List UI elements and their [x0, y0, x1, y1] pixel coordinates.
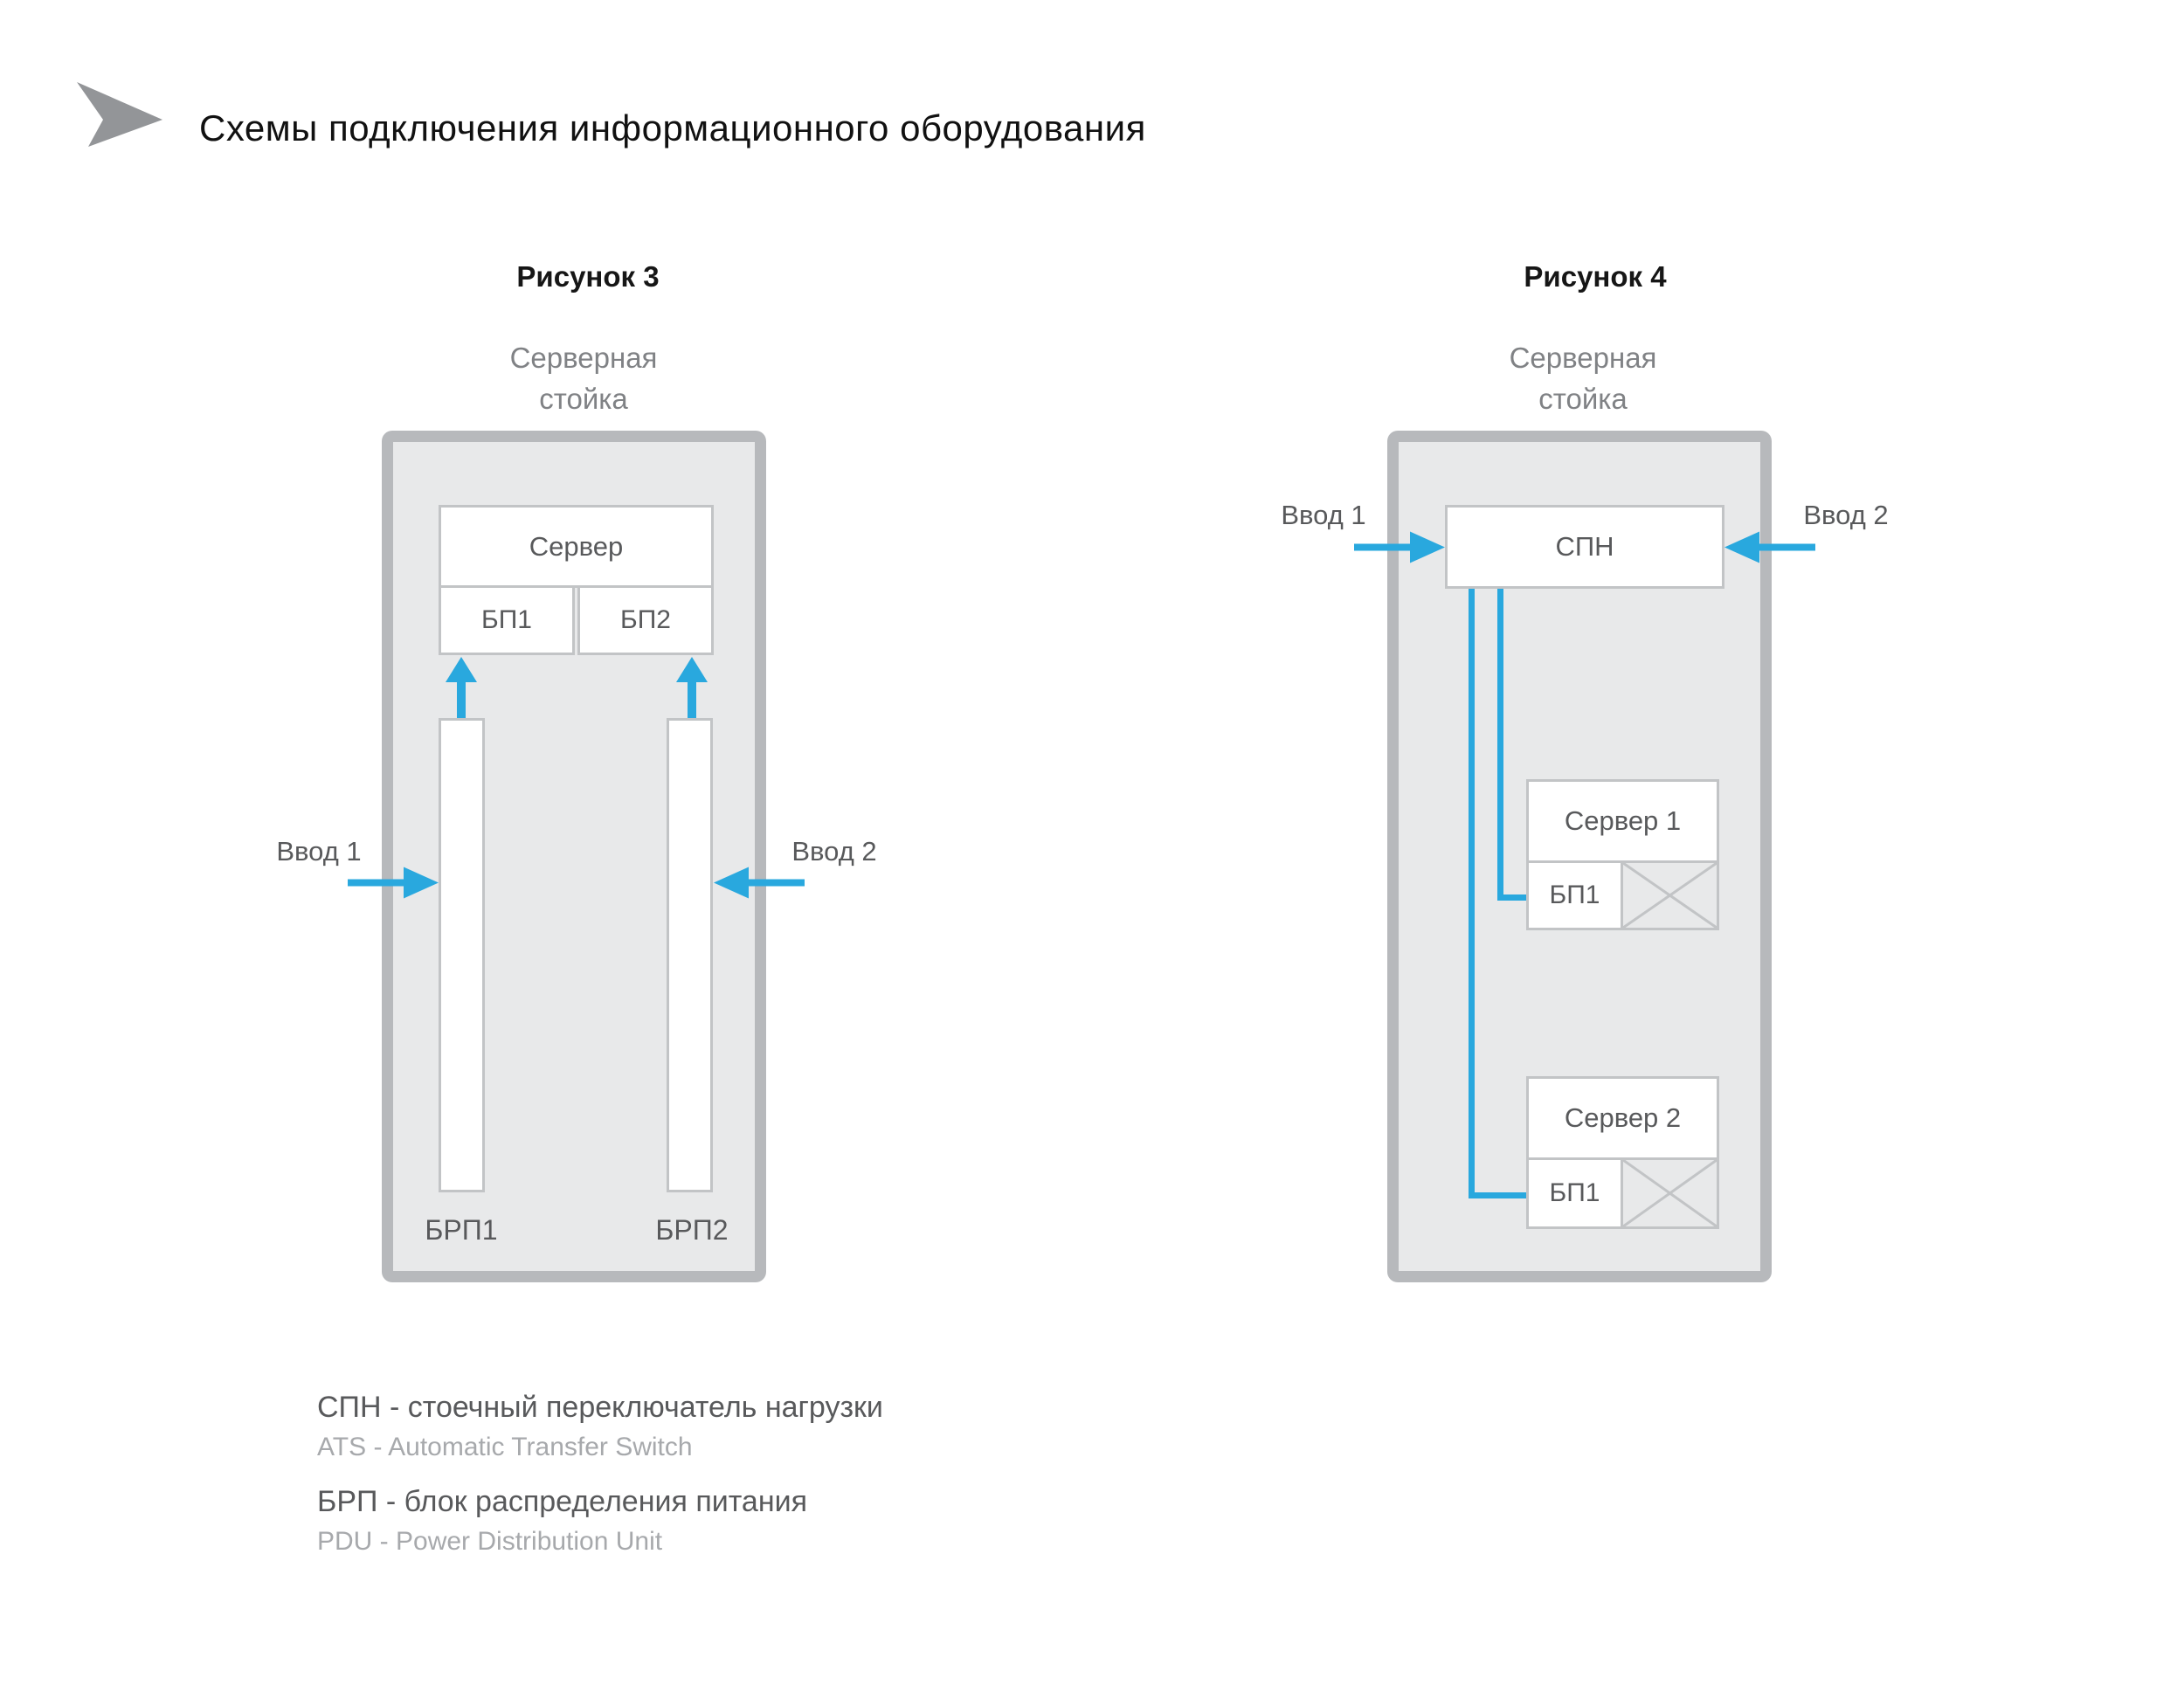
figure4-rack-title-line2: стойка [1538, 383, 1628, 415]
figure3-pdu2-label: БРП2 [655, 1214, 729, 1246]
figure3-server-label: Сервер [529, 530, 624, 562]
figure3-pdu1-to-psu1-arrow-icon [446, 657, 477, 718]
figure3-rack-title-line1: Серверная [509, 342, 658, 374]
figure4-line-ats-to-server1-vertical [1497, 586, 1503, 901]
legend-pdu-term: БРП - блок распределения питания [317, 1485, 808, 1518]
header-arrow-icon [74, 80, 166, 148]
figure4-server1-psu2-cross-icon [1623, 863, 1717, 928]
figure4-caption: Рисунок 4 [1524, 260, 1667, 293]
figure4-server1-psu1-label: БП1 [1549, 881, 1600, 909]
figure4-server2-label: Сервер 2 [1564, 1102, 1682, 1133]
figure4-server1-box [1526, 779, 1719, 863]
figure3-psu2-label: БП2 [620, 605, 671, 634]
page-title: Схемы подключения информационного оборудования [199, 107, 1146, 148]
figure3-input1-label: Ввод 1 [276, 836, 362, 867]
figure4-rack-title [1452, 337, 1714, 419]
figure4-ats-label: СПН [1555, 531, 1614, 562]
figure3-pdu1-bar [439, 718, 485, 1192]
figure4-server1-psu1-box [1526, 860, 1623, 930]
figure3-psu2-box [577, 585, 714, 655]
figure3-pdu2-bar [667, 718, 713, 1192]
figure4-server1-label: Сервер 1 [1564, 805, 1682, 836]
figure4-rack-title-line1: Серверная [1509, 342, 1657, 374]
figure3-psu1-box [439, 585, 575, 655]
figure4-server2-box [1526, 1076, 1719, 1160]
figure3-pdu1-label: БРП1 [425, 1214, 498, 1246]
figure3-input2-label: Ввод 2 [791, 836, 877, 867]
figure4-input1-label: Ввод 1 [1281, 500, 1366, 530]
figure4-server1-psu2-crossed-box [1621, 860, 1719, 930]
figure3-rack-title-line2: стойка [539, 383, 628, 415]
figure4-server2-psu2-cross-icon [1623, 1160, 1717, 1226]
figure3-caption: Рисунок 3 [516, 260, 660, 293]
figure3-pdu2-to-psu2-arrow-icon [676, 657, 708, 718]
legend-pdu-translation: PDU - Power Distribution Unit [317, 1527, 663, 1556]
figure4-ats-box [1445, 505, 1724, 589]
figure3-rack-title [453, 337, 715, 419]
figure4-line-ats-to-server2-vertical [1469, 586, 1475, 1198]
figure3-psu1-label: БП1 [481, 605, 532, 634]
legend-ats-term: СПН - стоечный переключатель нагрузки [317, 1391, 883, 1424]
figure4-server2-psu1-label: БП1 [1549, 1178, 1600, 1207]
figure4-server2-psu2-crossed-box [1621, 1157, 1719, 1229]
legend-ats-translation: ATS - Automatic Transfer Switch [317, 1433, 693, 1461]
figure4-input2-label: Ввод 2 [1803, 500, 1889, 530]
figure4-line-ats-to-server1-horizontal [1497, 894, 1527, 901]
figure4-server2-psu1-box [1526, 1157, 1623, 1229]
figure4-line-ats-to-server2-horizontal [1469, 1192, 1527, 1198]
figure3-input1-arrow-icon [348, 867, 439, 899]
figure3-input2-arrow-icon [714, 867, 805, 899]
figure4-input2-arrow-icon [1724, 531, 1815, 563]
figure4-input1-arrow-icon [1354, 531, 1445, 563]
figure3-server-box [439, 505, 714, 588]
